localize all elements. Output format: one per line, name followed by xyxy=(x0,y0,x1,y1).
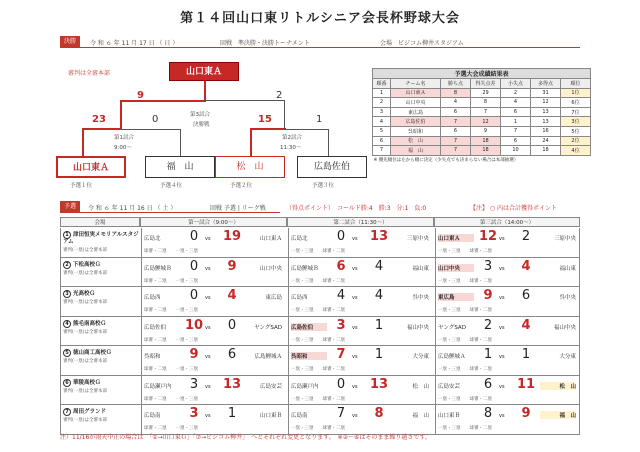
venue-number: 7 xyxy=(63,408,71,416)
table-row xyxy=(373,88,591,98)
table-row xyxy=(373,107,591,117)
team-left: ヤングSAD xyxy=(438,324,466,331)
schedule-row xyxy=(60,287,580,317)
venue-sub: 審判(一塁)は全審本部 xyxy=(63,388,108,394)
umpire-note: 一塁・三塁 球審・二塁 xyxy=(291,278,345,284)
score-right: 9 xyxy=(227,258,237,274)
venue-cell xyxy=(63,320,143,336)
cell: 18 xyxy=(471,136,501,146)
bracket-team-3: 松 山 xyxy=(215,156,285,178)
schedule-row xyxy=(60,376,580,406)
umpire-note: 一塁・三塁 球審・二塁 xyxy=(438,308,492,313)
venue-sub: 審判(一塁)は全審本部 xyxy=(63,359,108,364)
game-cell xyxy=(143,376,283,405)
venue-cell xyxy=(63,261,143,277)
cell: 1 xyxy=(501,117,531,127)
prelim-date: 令 和 ６ 年 11 月 16 日 （ 土 ） xyxy=(88,205,177,212)
grid-header-g2: 第二試合（11:30～） xyxy=(287,217,434,227)
cell: 13 xyxy=(531,117,561,127)
vs-label: vs xyxy=(352,383,358,390)
footer-note: 注）11/16が雨天中止の場合は 「①→山口東Ｇ」「⑦→ビジコム柳井」 へとそれぞれ変更となります。 ※②～⑥はそのまま繰り越さです。 xyxy=(60,434,431,441)
score-right: 6 xyxy=(227,347,237,362)
cell: 1 xyxy=(373,88,391,98)
semi2-time: 11:30～ xyxy=(280,145,302,151)
vs-label: vs xyxy=(352,413,358,419)
game-cell xyxy=(437,317,577,346)
cell: 山口東Ａ xyxy=(391,88,441,98)
page-title: 第１４回山口東リトルシニア会長杯野球大会 xyxy=(180,11,460,26)
cell: 7 xyxy=(441,136,471,146)
game-cell xyxy=(437,376,577,405)
legend-note: 【注】 ○ 内は合計獲得ポイント xyxy=(470,205,558,212)
score-right: 4 xyxy=(374,258,384,274)
score-right: 13 xyxy=(223,376,242,392)
cell: 山口中央 xyxy=(391,98,441,108)
team-left: 広島南 xyxy=(291,413,308,419)
score-left: 6 xyxy=(483,376,493,392)
game-cell xyxy=(290,346,430,375)
grid-header-venue: 会場 xyxy=(60,217,140,227)
team-left: 広島佐伯 xyxy=(291,323,327,331)
game3-label: 第3試合 xyxy=(190,112,210,118)
score-left: 9 xyxy=(483,288,493,303)
score-left: 3 xyxy=(336,317,346,333)
venue-sub: 審判(一塁)は全審本部 xyxy=(63,270,108,276)
venue-name: 下松高校Ｇ xyxy=(73,261,101,268)
umpire-note: 一塁・三塁 球審・二塁 xyxy=(438,337,492,343)
cell: 13 xyxy=(531,107,561,117)
schedule-row xyxy=(60,346,580,376)
venue-number: 1 xyxy=(63,231,71,239)
team-right: 広島鯉城Ａ xyxy=(254,354,282,360)
vs-label: vs xyxy=(205,324,211,331)
score-left: 0 xyxy=(189,229,199,244)
cell: 松 山 xyxy=(391,136,441,146)
cell: 8 xyxy=(441,88,471,98)
game-cell xyxy=(290,258,430,287)
score-left: 7 xyxy=(336,406,346,421)
table-row xyxy=(373,117,591,127)
semi1-time: 9:00～ xyxy=(114,145,132,151)
bracket-rank-4: 予選３位 xyxy=(312,183,335,189)
score-right: 0 xyxy=(227,317,237,333)
cell: 福 山 xyxy=(391,146,441,156)
team-right: 三原中央 xyxy=(553,236,576,242)
team-left: 広島西 xyxy=(144,295,161,301)
venue-number: 2 xyxy=(63,261,71,269)
team-left: 山口東Ａ xyxy=(438,234,474,242)
grid-header-g3: 第三試合（14:00～） xyxy=(434,217,580,227)
umpire-note: 一塁・三塁 球審・二塁 xyxy=(291,308,345,313)
vs-label: vs xyxy=(352,295,358,301)
venue-number: 3 xyxy=(63,290,71,298)
score-left: 12 xyxy=(479,229,498,244)
cell: 3 xyxy=(373,107,391,117)
team-left: 広島北 xyxy=(144,236,161,242)
score-right: 1 xyxy=(521,347,531,362)
results-title: 予選大会成績結果表 xyxy=(373,69,591,79)
bracket-rank-1: 予選１位 xyxy=(70,183,93,189)
umpire-note: 球審・二塁 一塁・三塁 xyxy=(144,396,198,402)
vs-label: vs xyxy=(205,354,211,360)
umpire-note: 一塁・三塁 球審・二塁 xyxy=(291,426,345,431)
table-row xyxy=(373,146,591,156)
team-left: 呉昭和 xyxy=(144,354,161,360)
team-right: 福山中央 xyxy=(406,324,429,331)
team-right: 大分東 xyxy=(559,354,576,360)
table-row xyxy=(373,126,591,136)
vs-label: vs xyxy=(205,413,211,419)
umpire-note: 球審・二塁 一塁・三塁 xyxy=(144,278,198,284)
game-cell xyxy=(143,317,283,346)
cell: 31 xyxy=(531,88,561,98)
semi1-label: 第1試合 xyxy=(114,135,134,141)
results-header: 得失点差 xyxy=(471,79,501,89)
score-left: 10 xyxy=(185,317,204,333)
cell: 6 xyxy=(501,136,531,146)
score-right: 4 xyxy=(227,288,237,303)
score-left: 3 xyxy=(189,406,199,421)
team-right: 呉中央 xyxy=(412,295,429,301)
results-header: チーム名 xyxy=(391,79,441,89)
team-left: 広島鯉城Ｂ xyxy=(291,265,319,272)
venue-cell xyxy=(63,349,143,365)
schedule-row xyxy=(60,228,580,258)
score-right: 8 xyxy=(374,406,384,421)
venue-number: 4 xyxy=(63,320,71,328)
team-right: 福山東 xyxy=(412,265,429,272)
score-left: 2 xyxy=(483,317,493,333)
schedule-row xyxy=(60,405,580,435)
venue-name: 津田恒実メモリアルスタジアム xyxy=(63,232,139,245)
venue-number: 6 xyxy=(63,379,71,387)
score-right: 13 xyxy=(370,229,389,244)
score-left: 0 xyxy=(336,229,346,244)
semi2-label: 第2試合 xyxy=(282,135,302,141)
team-left: 広島南 xyxy=(144,413,161,419)
vs-label: vs xyxy=(352,236,358,242)
cell: 4 xyxy=(501,98,531,108)
game-cell xyxy=(290,405,430,434)
venue-sub: 審判(一塁)は全審本部 xyxy=(63,300,108,305)
game-cell xyxy=(143,346,283,375)
cell: 24 xyxy=(531,136,561,146)
umpire-note: 球審・二塁 一塁・三塁 xyxy=(144,337,198,343)
venue-sub: 審判(一塁)は全審本部 xyxy=(63,248,108,253)
umpire-note: 一塁・三塁 球審・二塁 xyxy=(438,426,492,431)
vs-label: vs xyxy=(352,265,358,272)
game-cell xyxy=(437,405,577,434)
cell: 7 xyxy=(441,146,471,156)
final-info-band xyxy=(60,36,580,48)
prelim-tag: 予選 xyxy=(60,201,80,212)
score-right: 9 xyxy=(521,406,531,421)
umpire-note: 一塁・三塁 球審・二塁 xyxy=(438,278,492,284)
cell: 16 xyxy=(531,126,561,136)
team-left: 東広島 xyxy=(438,293,474,301)
score-right: 2 xyxy=(521,229,531,244)
venue-name: 熊毛南高校Ｇ xyxy=(73,320,107,327)
game-cell xyxy=(290,376,430,405)
team-left: 呉昭和 xyxy=(291,352,327,360)
team-left: 広島西 xyxy=(291,295,308,301)
venue-cell xyxy=(63,408,143,424)
game-cell xyxy=(143,258,283,287)
vs-label: vs xyxy=(205,265,211,272)
cell: 7 xyxy=(501,126,531,136)
cell: 12 xyxy=(531,98,561,108)
results-header: 順位 xyxy=(561,79,591,89)
team-left: 山口中央 xyxy=(438,264,474,272)
vs-label: vs xyxy=(499,295,505,301)
cell: 5 xyxy=(373,126,391,136)
umpire-note: 球審・二塁 一塁・三塁 xyxy=(144,426,198,431)
team-right: 福 山 xyxy=(412,413,429,419)
team-left: 広島鯉城Ｂ xyxy=(144,265,172,272)
final-date: 令 和 ６ 年 11 月 17 日 （ 日 ） xyxy=(90,40,179,47)
venue-name: 光高校Ｇ xyxy=(73,291,96,297)
team-right: 松 山 xyxy=(540,382,576,390)
team-right: 山口東Ｂ xyxy=(259,413,282,419)
score-left: 7 xyxy=(336,347,346,362)
schedule-row xyxy=(60,317,580,347)
team-left: 山口東Ｂ xyxy=(438,413,461,419)
score-right: 19 xyxy=(223,229,242,244)
cell: 6 xyxy=(441,126,471,136)
semi1-left-score: 23 xyxy=(92,114,106,125)
prelim-round: 回戦 予選 | リーグ戦 xyxy=(210,205,266,212)
vs-label: vs xyxy=(499,413,505,419)
bracket-team-2: 福 山 xyxy=(145,156,215,178)
cell: 4位 xyxy=(561,146,591,156)
score-right: 4 xyxy=(521,258,531,274)
cell: 6 xyxy=(441,107,471,117)
team-left: 広島鯉城Ａ xyxy=(438,354,466,360)
bracket-team-4: 広島佐伯 xyxy=(297,156,367,178)
umpire-note: 一塁・三塁 球審・二塁 xyxy=(438,396,492,402)
cell: 2 xyxy=(501,88,531,98)
schedule-row xyxy=(60,258,580,288)
team-right: 呉中央 xyxy=(559,295,576,301)
cell: 呉昭和 xyxy=(391,126,441,136)
final-score-right: 2 xyxy=(276,90,283,101)
vs-label: vs xyxy=(352,324,358,331)
champion-box: 山口東Ａ xyxy=(169,62,239,81)
venue-name: 徳山商工高校Ｇ xyxy=(73,350,112,356)
referee-note: 審判は全審本部 xyxy=(68,70,111,77)
score-left: 1 xyxy=(483,347,493,362)
score-left: 6 xyxy=(336,258,346,274)
score-right: 11 xyxy=(517,376,536,392)
team-right: 福山東 xyxy=(559,265,576,272)
table-row xyxy=(373,98,591,108)
vs-label: vs xyxy=(499,236,505,242)
prelim-info-band xyxy=(60,201,280,213)
grid-header-g1: 第一試合（9:00～） xyxy=(140,217,287,227)
cell: 10 xyxy=(501,146,531,156)
cell: 2位 xyxy=(561,136,591,146)
cell: 広島佐伯 xyxy=(391,117,441,127)
team-right: ヤングSAD xyxy=(254,324,282,331)
venue-sub: 審判(一塁)は全審本部 xyxy=(63,329,108,335)
cell: 6 xyxy=(501,107,531,117)
umpire-note: 一塁・三塁 球審・二塁 xyxy=(291,249,345,254)
results-note: ※ 優先順位は左から順に決定（少失点でも決まらない場合は本部抽選） xyxy=(373,158,519,164)
team-right: 東広島 xyxy=(265,295,282,301)
cell: 3位 xyxy=(561,117,591,127)
score-left: 0 xyxy=(189,288,199,303)
game-cell xyxy=(290,228,430,257)
team-left: 広島佐伯 xyxy=(144,324,167,331)
legend-points: （得点ポイント） コールド勝:4 勝:3 分:1 負:0 xyxy=(286,205,427,212)
results-header: 勝ち点 xyxy=(441,79,471,89)
cell: 18 xyxy=(531,146,561,156)
vs-label: vs xyxy=(205,236,211,242)
results-header: 多得点 xyxy=(531,79,561,89)
score-left: 3 xyxy=(189,376,199,392)
venue-sub: 審判(一塁)は全審本部 xyxy=(63,418,108,423)
cell: 8 xyxy=(471,98,501,108)
game-cell xyxy=(437,287,577,316)
score-right: 1 xyxy=(227,406,237,421)
game-cell xyxy=(437,258,577,287)
results-header: 小失点 xyxy=(501,79,531,89)
final-venue: 会場 ビジコム柳井スタジアム xyxy=(380,40,464,47)
cell: 29 xyxy=(471,88,501,98)
vs-label: vs xyxy=(205,383,211,390)
results-table xyxy=(372,68,591,165)
cell: 9 xyxy=(471,126,501,136)
umpire-note: 一塁・三塁 球審・二塁 xyxy=(291,367,345,372)
bracket-rank-3: 予選２位 xyxy=(230,183,253,189)
final-tag: 決勝 xyxy=(60,36,80,47)
vs-label: vs xyxy=(499,383,505,390)
game3-center: 0 xyxy=(152,114,159,125)
bracket-rank-2: 予選４位 xyxy=(160,183,183,189)
cell: 12 xyxy=(471,117,501,127)
team-right: 大分東 xyxy=(412,354,429,360)
score-left: 4 xyxy=(336,288,346,303)
table-row xyxy=(373,136,591,146)
cell: 6 xyxy=(373,136,391,146)
team-left: 広島安芸 xyxy=(438,383,461,390)
cell: 7 xyxy=(441,117,471,127)
team-right: 山口東Ａ xyxy=(259,236,282,242)
score-right: 13 xyxy=(370,376,389,392)
cell: 4 xyxy=(373,117,391,127)
umpire-note: 球審・二塁 一塁・三塁 xyxy=(144,308,198,313)
venue-cell xyxy=(63,231,143,254)
team-right: 福 山 xyxy=(540,411,576,419)
umpire-note: 一塁・三塁 球審・二塁 xyxy=(291,337,345,343)
game3-sub: 決勝戦 xyxy=(193,122,210,128)
game-cell xyxy=(290,317,430,346)
game-cell xyxy=(143,287,283,316)
cell: 1位 xyxy=(561,88,591,98)
semi2-right-score: 1 xyxy=(316,114,323,125)
cell: 7 xyxy=(471,107,501,117)
cell: 5位 xyxy=(561,126,591,136)
vs-label: vs xyxy=(205,295,211,301)
score-left: 3 xyxy=(483,258,493,274)
umpire-note: 一塁・三塁 球審・二塁 xyxy=(438,367,492,372)
score-left: 9 xyxy=(189,347,199,362)
score-left: 0 xyxy=(189,258,199,274)
cell: 6位 xyxy=(561,98,591,108)
score-right: 1 xyxy=(374,317,384,333)
team-right: 山口中央 xyxy=(259,265,282,272)
team-left: 広島瀬戸内 xyxy=(291,383,319,390)
cell: 7位 xyxy=(561,107,591,117)
score-right: 6 xyxy=(521,288,531,303)
score-right: 1 xyxy=(374,347,384,362)
venue-name: 周田グランド xyxy=(73,409,107,415)
vs-label: vs xyxy=(352,354,358,360)
final-round: 回戦 準決勝・決勝トーナメント xyxy=(220,40,310,47)
cell: 7 xyxy=(373,146,391,156)
game-cell xyxy=(437,228,577,257)
bracket-team-1: 山口東Ａ xyxy=(56,156,126,178)
venue-name: 華陵高校Ｇ xyxy=(73,379,101,386)
team-left: 広島北 xyxy=(291,236,308,242)
game-cell xyxy=(143,405,283,434)
umpire-note: 球審・二塁 一塁・三塁 xyxy=(144,367,198,372)
results-header: 順番 xyxy=(373,79,391,89)
score-left: 0 xyxy=(336,376,346,392)
game-cell xyxy=(437,346,577,375)
final-score-left: 9 xyxy=(137,90,144,101)
vs-label: vs xyxy=(499,324,505,331)
team-right: 福山中央 xyxy=(553,324,576,331)
score-right: 4 xyxy=(521,317,531,333)
score-right: 4 xyxy=(374,288,384,303)
venue-number: 5 xyxy=(63,349,71,357)
cell: 18 xyxy=(471,146,501,156)
venue-cell xyxy=(63,379,143,395)
team-right: 三原中央 xyxy=(406,236,429,242)
team-right: 松 山 xyxy=(412,383,429,390)
semi2-left-score: 15 xyxy=(258,114,272,125)
umpire-note: 一塁・三塁 球審・二塁 xyxy=(291,396,345,402)
game-cell xyxy=(290,287,430,316)
cell: 4 xyxy=(441,98,471,108)
venue-cell xyxy=(63,290,143,306)
team-left: 広島瀬戸内 xyxy=(144,383,172,390)
umpire-note: 一塁・三塁 球審・二塁 xyxy=(438,249,492,254)
cell: 東広島 xyxy=(391,107,441,117)
vs-label: vs xyxy=(499,265,505,272)
vs-label: vs xyxy=(499,354,505,360)
cell: 2 xyxy=(373,98,391,108)
umpire-note: 球審・二塁 一塁・三塁 xyxy=(144,249,198,254)
game-cell xyxy=(143,228,283,257)
team-right: 広島安芸 xyxy=(259,383,282,390)
score-left: 8 xyxy=(483,406,493,421)
